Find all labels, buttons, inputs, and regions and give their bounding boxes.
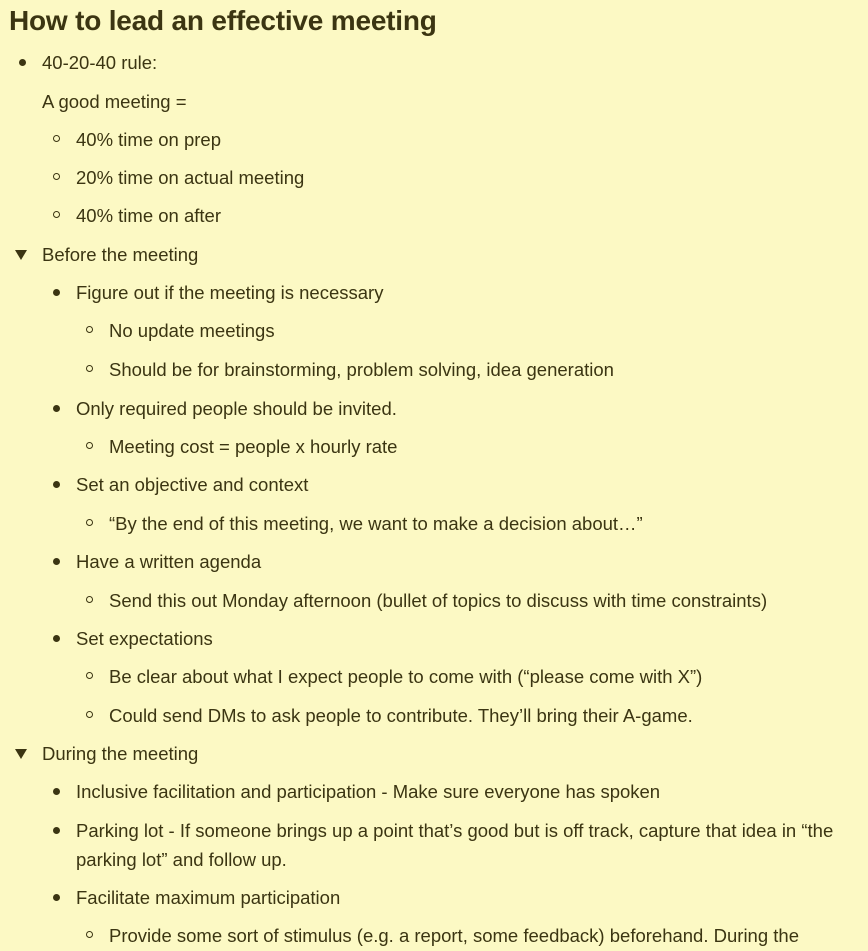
hollow-bullet-icon [53,211,60,218]
toggle-label: During the meeting [42,743,199,764]
list-item[interactable]: “By the end of this meeting, we want to make a decision about…” [109,509,643,538]
list-item[interactable]: Facilitate maximum participation [76,883,340,912]
list-item[interactable]: Set an objective and context [76,470,308,499]
bullet-icon [53,558,60,565]
bullet-icon [53,827,60,834]
list-item[interactable]: Figure out if the meeting is necessary [76,278,383,307]
list-item[interactable]: Have a written agenda [76,547,261,576]
list-item[interactable]: Meeting cost = people x hourly rate [109,432,397,461]
list-item[interactable]: Should be for brainstorming, problem solving, idea generation [109,355,614,384]
list-item[interactable]: 40% time on after [76,201,221,230]
bullet-icon [53,894,60,901]
hollow-bullet-icon [86,442,93,449]
hollow-bullet-icon [86,326,93,333]
list-item[interactable]: Provide some sort of stimulus (e.g. a report, some feedback) beforehand. During the [109,921,799,950]
list-item-label: 40-20-40 rule: [42,52,158,73]
hollow-bullet-icon [86,711,93,718]
bullet-icon [53,405,60,412]
list-item-rule[interactable] [42,48,157,77]
list-item[interactable]: Inclusive facilitation and participation - Make sure everyone has spoken [76,777,660,806]
hollow-bullet-icon [86,596,93,603]
list-item[interactable]: Send this out Monday afternoon (bullet of topics to discuss with time constraints) [109,586,767,615]
collapse-triangle-icon[interactable] [15,749,27,759]
hollow-bullet-icon [86,365,93,372]
bullet-icon [53,289,60,296]
list-item[interactable]: No update meetings [109,316,275,345]
bullet-icon [53,788,60,795]
collapse-triangle-icon[interactable] [15,250,27,260]
hollow-bullet-icon [86,519,93,526]
hollow-bullet-icon [86,931,93,938]
toggle-label: Before the meeting [42,244,199,265]
toggle-during-meeting[interactable] [42,739,198,768]
list-item[interactable]: Be clear about what I expect people to come with (“please come with X”) [109,662,702,691]
list-item[interactable]: Could send DMs to ask people to contribute. They’ll bring their A-game. [109,701,693,730]
list-item[interactable]: Set expectations [76,624,213,653]
list-item-subtext: A good meeting = [42,91,187,112]
list-item[interactable]: 20% time on actual meeting [76,163,304,192]
list-item[interactable]: Only required people should be invited. [76,394,397,423]
list-item[interactable]: 40% time on prep [76,125,221,154]
hollow-bullet-icon [53,173,60,180]
hollow-bullet-icon [86,672,93,679]
list-item[interactable]: Parking lot - If someone brings up a point that’s good but is off track, capture that idea in “the parking lot” and follow up. [76,816,866,874]
bullet-icon [53,481,60,488]
hollow-bullet-icon [53,135,60,142]
page-title: How to lead an effective meeting [9,5,437,36]
bullet-icon [53,635,60,642]
toggle-before-meeting[interactable] [42,240,198,269]
bullet-icon [19,59,26,66]
